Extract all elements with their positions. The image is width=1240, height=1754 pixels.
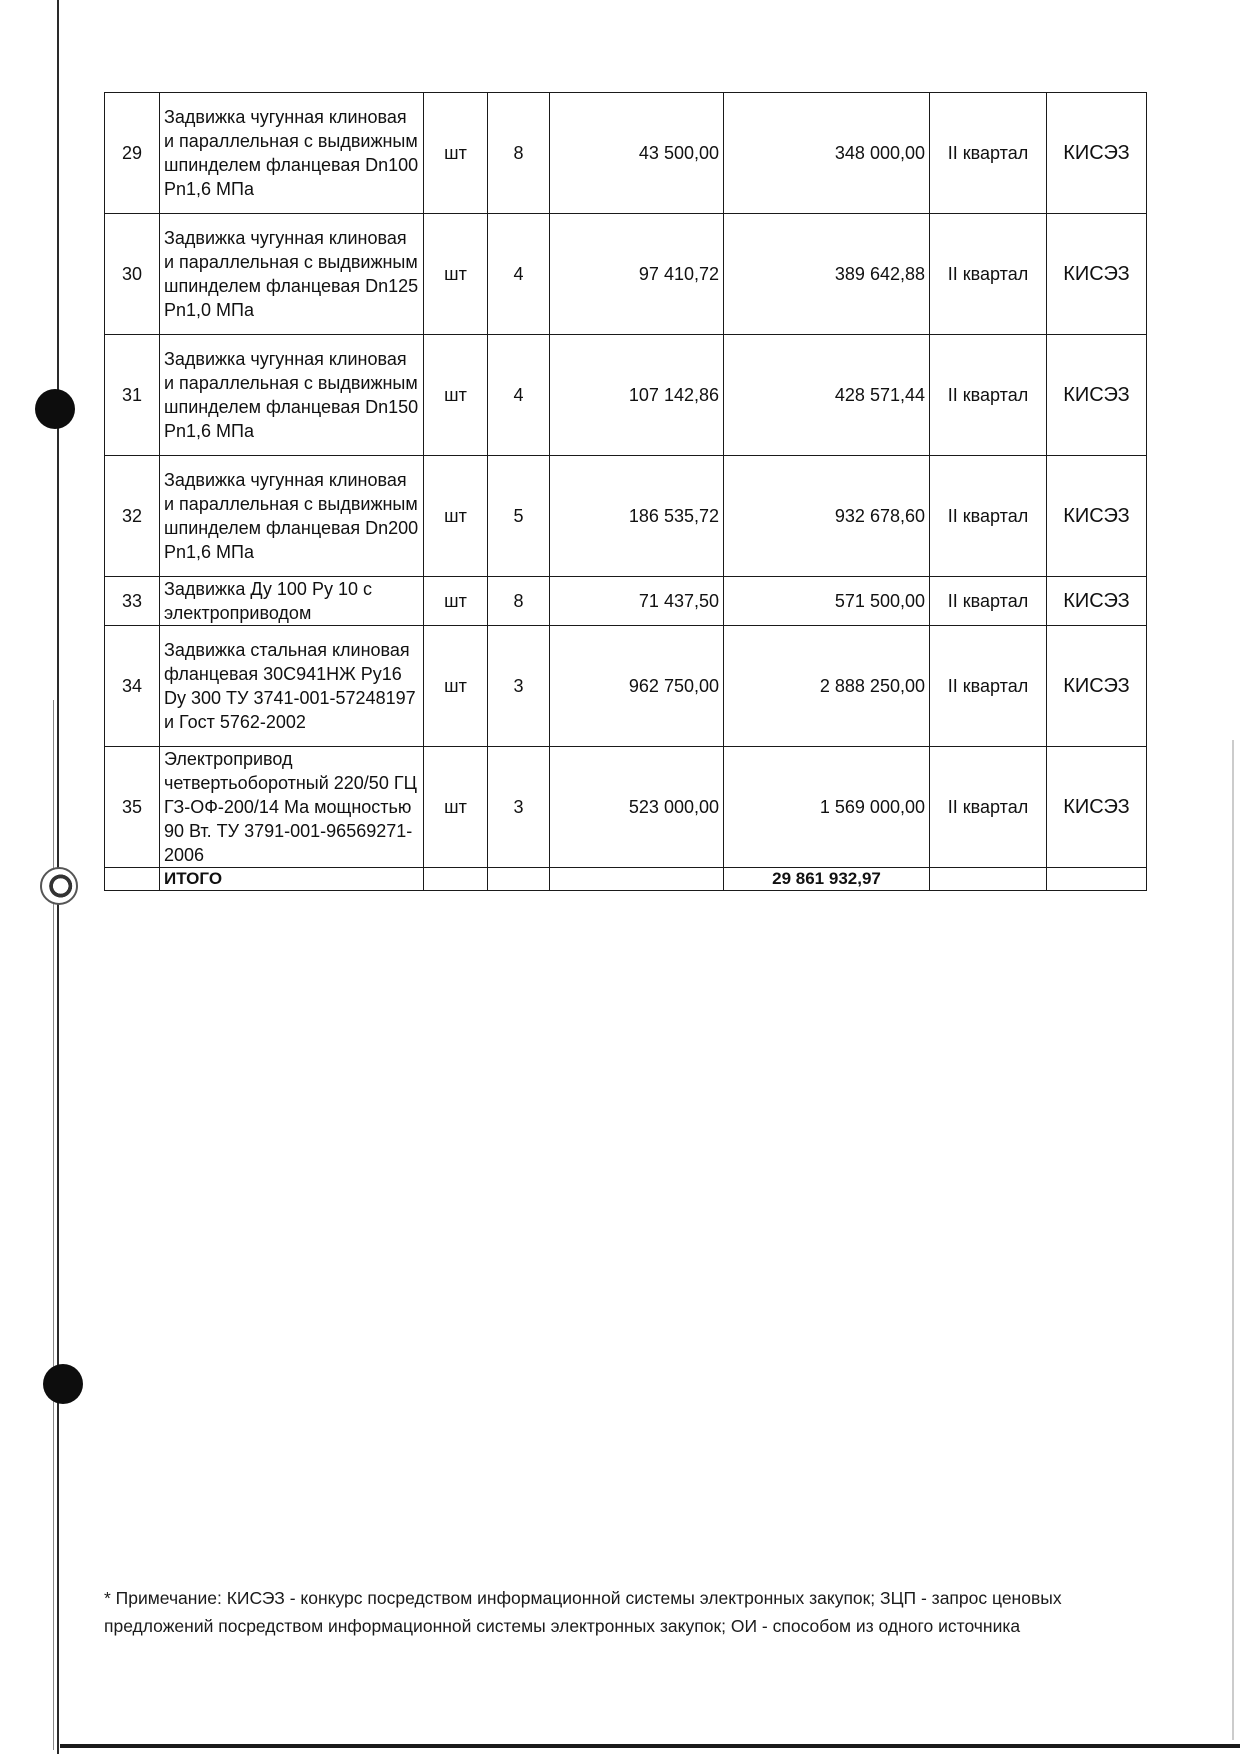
punch-hole [43,1364,83,1404]
item-quantity: 3 [488,626,550,747]
item-method: КИСЭЗ [1047,577,1147,626]
item-unit: шт [424,456,488,577]
item-name: Электропривод четвертьоборотный 220/50 ГЦ ГЗ-ОФ-200/14 Ма мощностью 90 Вт. ТУ 3791-001-96569271-2006 [160,747,424,868]
item-name: Задвижка стальная клиновая фланцевая 30С941НЖ Ру16 Dy 300 ТУ 3741-001-57248197 и Гост 5762-2002 [160,626,424,747]
item-quantity: 4 [488,214,550,335]
empty-cell [105,868,160,891]
item-price: 523 000,00 [550,747,724,868]
item-method: КИСЭЗ [1047,335,1147,456]
item-quantity: 8 [488,93,550,214]
item-method: КИСЭЗ [1047,214,1147,335]
punch-hole [35,389,75,429]
table-row [105,93,1147,214]
item-method: КИСЭЗ [1047,747,1147,868]
row-number: 31 [105,335,160,456]
empty-cell [488,868,550,891]
item-price: 186 535,72 [550,456,724,577]
item-period: II квартал [930,214,1047,335]
row-number: 33 [105,577,160,626]
item-period: II квартал [930,626,1047,747]
empty-cell [930,868,1047,891]
item-price: 97 410,72 [550,214,724,335]
item-period: II квартал [930,93,1047,214]
item-name: Задвижка чугунная клиновая и параллельная с выдвижным шпинделем фланцевая Dn100 Pn1,6 МПа [160,93,424,214]
binding-edge-shadow [53,700,54,1750]
item-price: 71 437,50 [550,577,724,626]
item-sum: 389 642,88 [724,214,930,335]
item-unit: шт [424,214,488,335]
item-unit: шт [424,93,488,214]
item-method: КИСЭЗ [1047,93,1147,214]
item-name: Задвижка чугунная клиновая и параллельная с выдвижным шпинделем фланцевая Dn200 Pn1,6 МПа [160,456,424,577]
punch-hole [40,867,78,905]
item-period: II квартал [930,456,1047,577]
item-period: II квартал [930,335,1047,456]
item-quantity: 8 [488,577,550,626]
table-row [105,626,1147,747]
item-method: КИСЭЗ [1047,626,1147,747]
item-period: II квартал [930,577,1047,626]
item-name: Задвижка Ду 100 Ру 10 с электроприводом [160,577,424,626]
item-price: 107 142,86 [550,335,724,456]
item-price: 962 750,00 [550,626,724,747]
item-unit: шт [424,747,488,868]
empty-cell [424,868,488,891]
item-method: КИСЭЗ [1047,456,1147,577]
row-number: 30 [105,214,160,335]
item-sum: 571 500,00 [724,577,930,626]
item-unit: шт [424,335,488,456]
item-unit: шт [424,626,488,747]
item-quantity: 4 [488,335,550,456]
table-row [105,577,1147,626]
item-quantity: 5 [488,456,550,577]
row-number: 29 [105,93,160,214]
item-quantity: 3 [488,747,550,868]
total-label: ИТОГО [160,868,424,891]
item-period: II квартал [930,747,1047,868]
row-number: 32 [105,456,160,577]
empty-cell [550,868,724,891]
scan-edge [1232,740,1234,1740]
item-name: Задвижка чугунная клиновая и параллельная с выдвижным шпинделем фланцевая Dn150 Pn1,6 МПа [160,335,424,456]
table-row [105,335,1147,456]
table-row [105,456,1147,577]
total-sum: 29 861 932,97 [724,868,930,891]
scan-edge [60,1744,1240,1748]
item-name: Задвижка чугунная клиновая и параллельная с выдвижным шпинделем фланцевая Dn125 Pn1,0 МПа [160,214,424,335]
procurement-table [104,92,1147,891]
item-sum: 932 678,60 [724,456,930,577]
item-sum: 2 888 250,00 [724,626,930,747]
total-row [105,868,1147,891]
item-unit: шт [424,577,488,626]
item-sum: 1 569 000,00 [724,747,930,868]
item-sum: 348 000,00 [724,93,930,214]
row-number: 34 [105,626,160,747]
table-row [105,214,1147,335]
table-row [105,747,1147,868]
item-price: 43 500,00 [550,93,724,214]
footnote: * Примечание: КИСЭЗ - конкурс посредством информационной системы электронных закупок; ЗЦП - запрос ценовых предложений посредством информационной системы электронных закупок; ОИ - способом из одного источника [104,1588,1062,1636]
empty-cell [1047,868,1147,891]
item-sum: 428 571,44 [724,335,930,456]
row-number: 35 [105,747,160,868]
